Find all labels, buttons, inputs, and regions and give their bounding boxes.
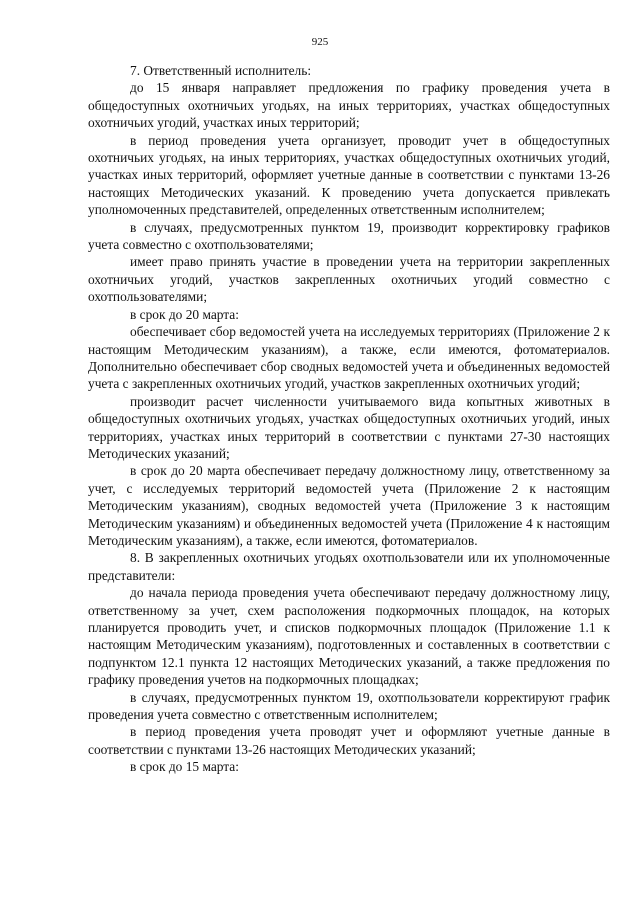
paragraph: имеет право принять участие в проведении учета на территории закрепленных охотничьих угодий, участков закрепленных охотничьих угодий совместно с охотпользователями; xyxy=(88,254,610,305)
paragraph: в случаях, предусмотренных пунктом 19, охотпользователи корректируют график проведения учета совместно с ответственным исполнителем; xyxy=(88,689,610,723)
paragraph: в срок до 20 марта: xyxy=(130,306,239,322)
paragraph: 7. Ответственный исполнитель: xyxy=(130,63,312,78)
paragraph: в случаях, предусмотренных пунктом 19, производит корректировку графиков учета совместно с охотпользователями; xyxy=(88,219,610,253)
paragraph: в период проведения учета организует, проводит учет в общедоступных охотничьих угодьях, на иных территориях, участках общедоступных охотничьих угодий, участках иных территорий, оформляет учетные данные в соответствии с пунктами 13-26 настоящих Методических указаний. К проведению учета допускается привлекать уполномоченных представителей, определенных ответственным исполнителем; xyxy=(88,132,610,218)
paragraph: до 15 января направляет предложения по графику проведения учета в общедоступных охотничьих угодьях, на иных территориях, участках общедоступных охотничьих угодий, участках иных территорий; xyxy=(88,80,610,131)
paragraph: обеспечивает сбор ведомостей учета на исследуемых территориях (Приложение 2 к настоящим Методическим указаниям), а также, если имеются, фотоматериалов. Дополнительно обеспечивает сбор сводных ведомостей учета и объединенных ведомостей учета с закрепленных охотничьих угодий, участков закрепленных охотничьих угодий; xyxy=(88,324,610,392)
paragraph: до начала периода проведения учета обеспечивают передачу должностному лицу, ответственному за учет, схем расположения подкормочных площадок, на которых планируется проводить учет, и списков подкормочных площадок (Приложение 1.1 к настоящим Методическим указаниям), подготовленных и составленных в соответствии с подпунктом 12.1 пункта 12 настоящих Методических указаний, а также предложения по графику проведения учетов на подкормочных площадках; xyxy=(88,585,610,688)
body-text xyxy=(88,62,610,776)
paragraph: производит расчет численности учитываемого вида копытных животных в общедоступных охотничьих угодьях, участках общедоступных охотничьих угодий, иных территориях, участках иных территорий в соответствии с пунктами 27-30 настоящих Методических указаний; xyxy=(88,393,610,461)
paragraph: в срок до 15 марта: xyxy=(130,759,239,775)
paragraph: в срок до 20 марта обеспечивает передачу должностному лицу, ответственному за учет, с исследуемых территорий ведомостей учета (Приложение 2 к настоящим Методическим указаниям), сводных ведомостей учета (Приложение 3 к настоящим Методическим указаниям) и объединенных ведомостей учета (Приложение 4 к настоящим Методическим указаниям), а также, если имеются, фотоматериалов. xyxy=(88,463,610,548)
paragraph: в период проведения учета проводят учет и оформляют учетные данные в соответствии с пунктами 13-26 настоящих Методических указаний; xyxy=(88,724,610,757)
paragraph: 8. В закрепленных охотничьих угодьях охотпользователи или их уполномоченные представители: xyxy=(88,550,610,583)
page-number: 925 xyxy=(311,36,329,48)
